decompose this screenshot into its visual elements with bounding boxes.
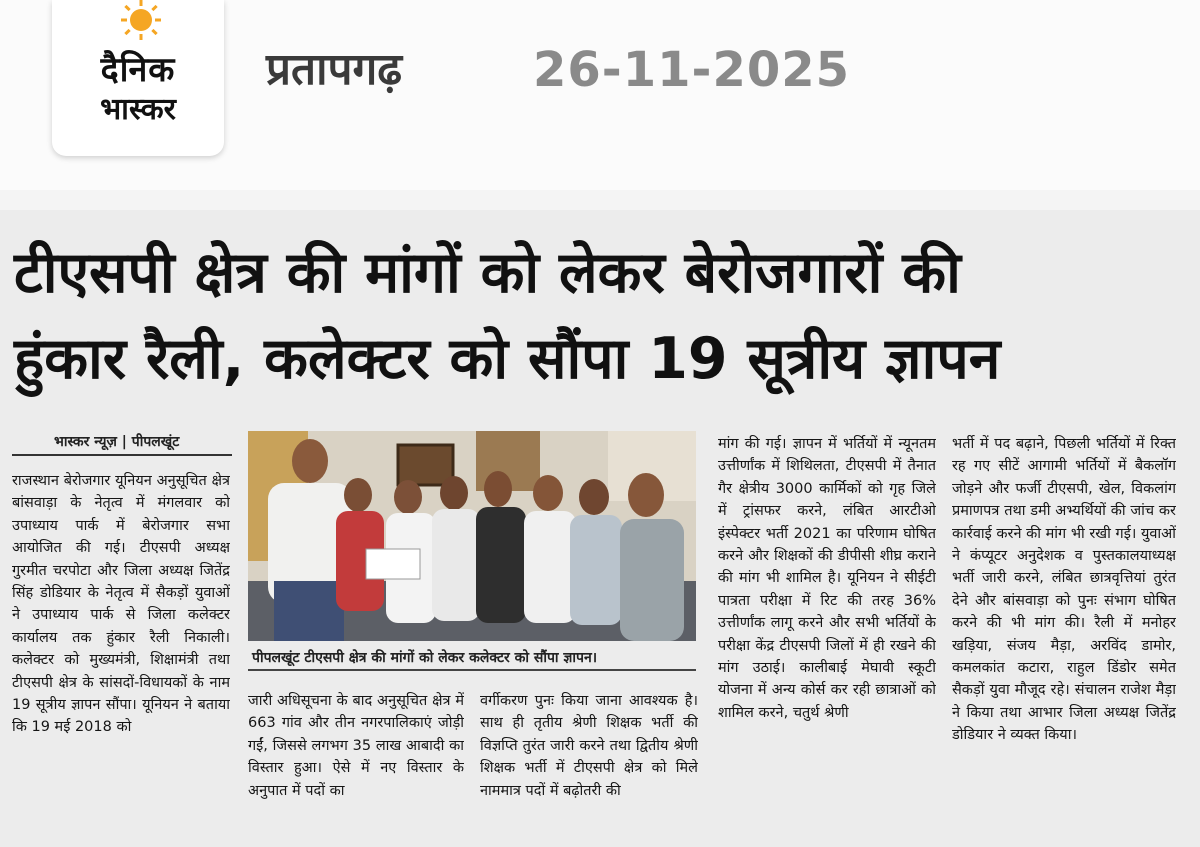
headline-line-1: टीएसपी क्षेत्र की मांगों को लेकर बेरोजगारों की (14, 240, 961, 306)
logo-text-line1: दैनिक (100, 50, 176, 90)
article-column-4: मांग की गई। ज्ञापन में भर्तियों में न्यूनतम उत्तीर्णांक में शिथिलता, टीएसपी में तैनात गैर क्षेत्रीय 3000 कार्मिकों को गृह जिले में ट्रांसफर करने, लंबित आरटीओ इंस्पेक्टर भर्ती 2021 का परिणाम घोषित करने और शिक्षकों की डीपीसी शीघ्र कराने की मांग भी शामिल है। यूनियन ने सीईटी पात्रता परीक्षा में रिट की तरह 36% उत्तीर्णांक लागू करने और सभी भर्तियों के परीक्षा केंद्र टीएसपी जिलों में ही रखने की मांग उठाई। कालीबाई मेघावी स्कूटी योजना में अन्य कोर्स कर रही छात्राओं को शामिल करने, चतुर्थ श्रेणी (718, 436, 936, 721)
headline-line-2: हुंकार रैली, कलेक्टर को सौंपा 19 सूत्रीय ज्ञापन (14, 326, 1001, 392)
article-column-3: वर्गीकरण पुनः किया जाना आवश्यक है। साथ ही तृतीय श्रेणी शिक्षक भर्ती की विज्ञप्ति तुरंत जारी करने तथा द्वितीय श्रेणी शिक्षक भर्ती में टीएसपी क्षेत्र को मिले नाममात्र पदों में बढ़ोतरी की (480, 693, 698, 799)
byline-text: भास्कर न्यूज़ | पीपलखूंट (54, 434, 180, 450)
edition-date: 26-11-2025 (533, 42, 851, 98)
logo-text-line2: भास्कर (100, 92, 176, 127)
photo-caption: पीपलखूंट टीएसपी क्षेत्र की मांगों को लेकर कलेक्टर को सौंपा ज्ञापन। (248, 645, 696, 671)
source-header-bar (0, 0, 1200, 190)
article-photo (248, 431, 696, 641)
article-headline (14, 230, 1189, 402)
article-column-1: राजस्थान बेरोजगार यूनियन अनुसूचित क्षेत्र बांसवाड़ा के नेतृत्व में मंगलवार को उपाध्याय पार्क में बेरोजगार सभा आयोजित की गई। टीएसपी अध्यक्ष गुरमीत चरपोटा और जिला अध्यक्ष जितेंद्र सिंह डोडियार के नेतृत्व में सैकड़ों युवाओं ने उपाध्याय पार्क से जिला कलेक्टर कार्यालय तक हुंकार रैली निकाली। कलेक्टर को मुख्यमंत्री, शिक्षामंत्री तथा टीएसपी क्षेत्र के सांसदों-विधायकों के नाम 19 सूत्रीय ज्ञापन सौंपा। यूनियन ने बताया कि 19 मई 2018 को (12, 473, 230, 736)
newspaper-logo (52, 0, 224, 156)
group-photo-illustration (248, 431, 696, 641)
article-byline (12, 432, 232, 456)
edition-city: प्रतापगढ़ (266, 44, 403, 95)
article-column-5: भर्ती में पद बढ़ाने, पिछली भर्तियों में रिक्त रह गए सीटें आगामी भर्तियों में बैकलॉग जोड़ने और फर्जी टीएसपी, खेल, विकलांग प्रमाणपत्र तथा डमी अभ्यर्थियों की जांच कर कार्रवाई करने की मांग भी रखी गई। युवाओं ने कंप्यूटर अनुदेशक व पुस्तकालयाध्यक्ष भर्ती जारी करने, लंबित छात्रवृत्तियां तुरंत देने और बांसवाड़ा को पुनः संभाग घोषित करने की भी मांग की। रैली में मनोहर खड़िया, संजय मैड़ा, अरविंद डामोर, कमलकांत कटारा, राहुल डिंडोर समेत सैकड़ों युवा मौजूद रहे। संचालन राजेश मैड़ा ने किया तथा आभार जिला अध्यक्ष जितेंद्र डोडियार ने व्यक्त किया। (952, 436, 1176, 744)
sun-icon (119, 0, 163, 44)
article-column-2: जारी अधिसूचना के बाद अनुसूचित क्षेत्र में 663 गांव और तीन नगरपालिकाएं जोड़ी गईं, जिससे लगभग 35 लाख आबादी का विस्तार हुआ। ऐसे में नए विस्तार के अनुपात में पदों का (248, 693, 464, 799)
